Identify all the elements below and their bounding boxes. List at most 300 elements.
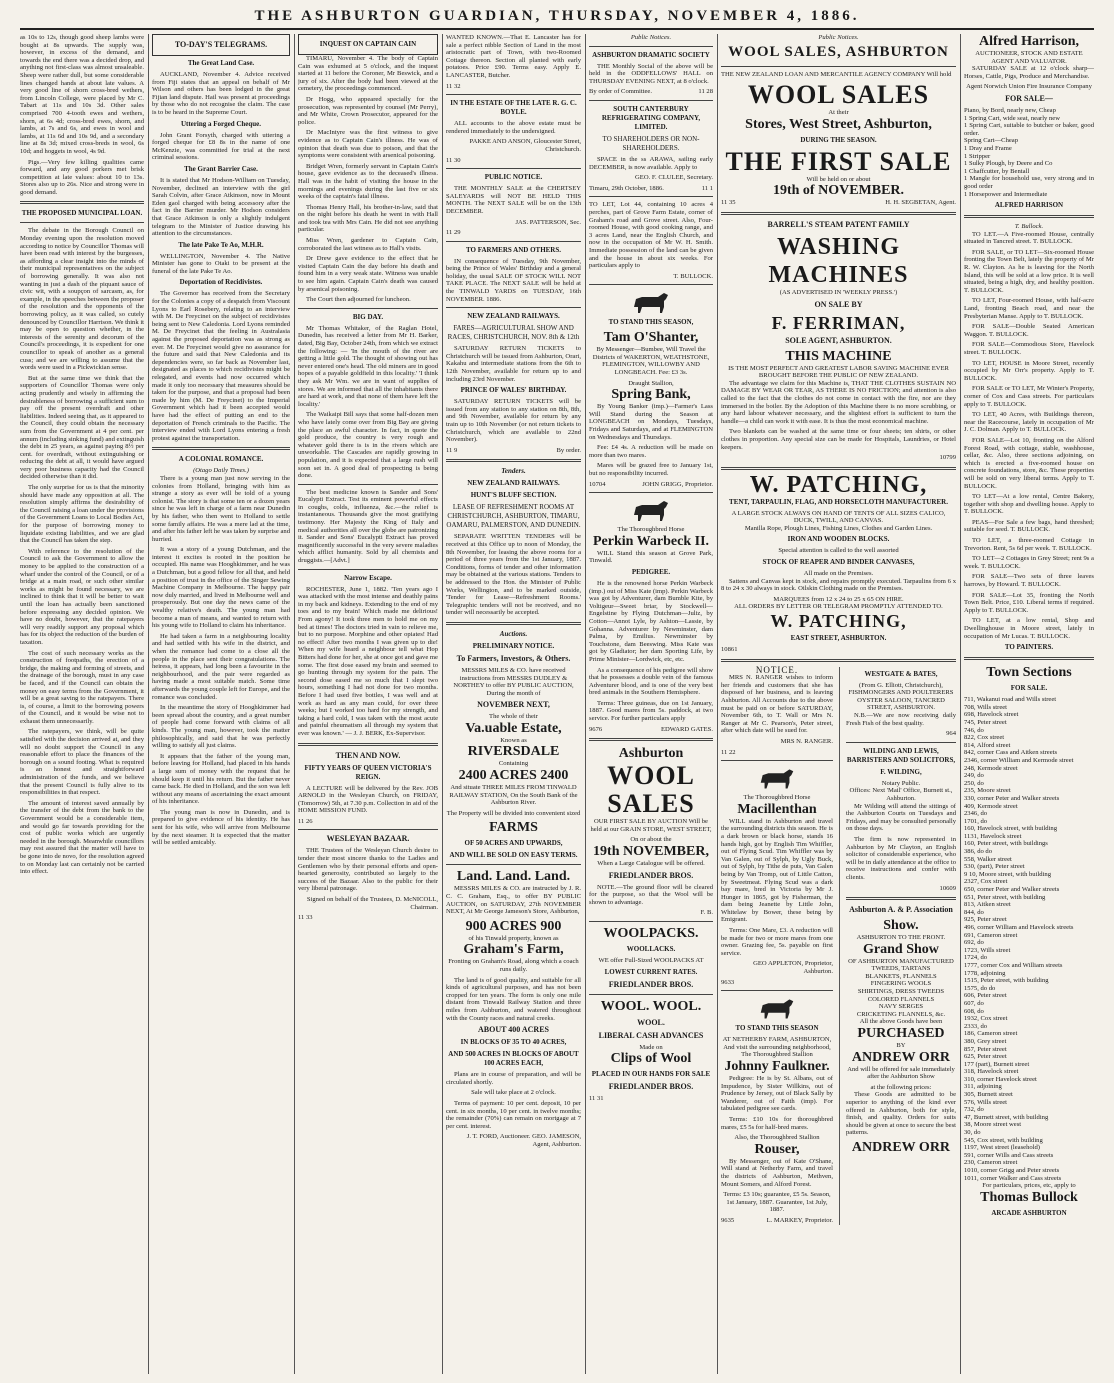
section-list-item: 698, Havelock street	[964, 711, 1019, 719]
at-prices: at the following prices:	[870, 1083, 932, 1091]
rouser-sign: L. MARKEY, Proprietor.	[766, 1216, 833, 1224]
tenders-nzr: NEW ZEALAND RAILWAYS.	[467, 479, 560, 488]
section-list-item: 2327, Cox street	[964, 878, 1008, 886]
article-paragraph: The debate in the Borough Council on Monday evening upon the resolution moved according to notice by Councillor Thomas will have been read with interest by the burgesses, as affording a clear insight into the minds of their municipal representatives on the subject of borrowing generally. It was also not wanting in just a dash of the piquant sauce of civic wit, with a soupçon of sarcasm, as, for example, in the speeches between the proposer of the resolution and the opponents of the borrowing policy, as it was called, so cutely denounced by Councillor Harrison. We think it may be open to question whether, in the interests of the serenity and decorum of the Council's proceedings, it is expedient for one councillor to speak of another as a general cuss; and we are willing to assume that the words were used in a Pickwickian sense.	[20, 227, 144, 372]
sale-item: 1 Chaffcutter, by Bentall	[964, 167, 1030, 175]
section-list-item: 2346, do	[964, 810, 988, 818]
column-rule	[717, 34, 718, 1374]
article-paragraph: The cost of such necessary works as the construction of footpaths, the erection of a bridge, the making and forming of streets, and the drainage of the borough, must in any case be faced, and if the Council can obtain the money on easy terms from the Government, it will be a great saving to the ratepayers. There is, of course, a limit to the borrowing powers of the Council, and it would be wise not to exhaust them unnecessarily.	[20, 649, 144, 725]
divider	[20, 222, 144, 223]
section-list-item: 608, do	[964, 1007, 984, 1015]
advertisement-text: The best medicine known is Sander and Sons' Eucalypti Extract. Test its eminent powerful effects in coughs, colds, influenza, &c.—the relief is instantaneous. Thousands give the most gratifying testimony. Her Majesty the King of Italy and medical authorities all over the globe are patronizing it. Sander and Sons' Eucalypti Extract has proved magnificently successful in the very severe maladies which afflict humanity. Sold by all chemists and druggists.—[Advt.]	[298, 488, 438, 565]
goods-item: SHIRTINGS, DRESS TWEEDS	[857, 988, 945, 996]
column-4	[446, 34, 581, 1374]
section-list-item: 1723, Wills street	[964, 946, 1011, 954]
telegram-title: The Great Land Case.	[187, 59, 255, 67]
divider	[298, 743, 438, 746]
bazaar-sign: Signed on behalf of the Trustees, D. McNICOLL, Chairman.	[306, 896, 438, 911]
nzr-heading: NEW ZEALAND RAILWAYS.	[467, 312, 560, 321]
bullock-ad: FOR SALE—Double Seated American Waggon. T. BULLOCK.	[964, 323, 1094, 338]
westgate-heading: WESTGATE & BATES,	[864, 669, 938, 678]
farmers-heading: TO FARMERS AND OTHERS.	[465, 245, 562, 254]
wool-single: WOOL.	[637, 1017, 665, 1027]
section-list-item: 311, adjoining	[964, 1083, 1002, 1091]
miles-text: MESSRS MILES & CO. have received instructions from MESSRS DUDLEY & NORTHEY to offer BY PUBLIC AUCTION, During the month of	[453, 666, 574, 697]
catalogue: When a Large Catalogue will be offered.	[597, 860, 705, 868]
held-on: Will be held on or about	[806, 175, 871, 183]
column-rule	[148, 34, 149, 1374]
romance-paragraph: In the meantime the story of Hooghkimmer had been spread about the country, and a great number of people had come forward with claims of all kinds. The young man, however, took the matter philosophically, and said that he was perfectly willing to satisfy all just claims.	[152, 704, 290, 750]
spring-footer	[589, 481, 713, 489]
mac-sign: GEO APPLETON, Proprietor, Ashburton.	[753, 960, 833, 976]
sale-item: 1 Horsepower and Intermediate	[964, 190, 1048, 198]
inquest-paragraph: Dr Hogg, who appeared specially for the prosecution, was represented by counsel (Mr Perry), and Mr White, Crown Prosecutor, appeared for the police.	[298, 95, 438, 126]
arcade-text: ARCADE ASHBURTON	[991, 1208, 1067, 1217]
column-rule	[442, 34, 443, 1374]
bullock-ad: TO LET—At a low rental, Centre Bakery, together with shop and dwelling house. Apply to T. BULLOCK.	[964, 493, 1094, 516]
divider	[152, 447, 290, 450]
section-list-item: 607, do	[964, 999, 984, 1007]
inquest-paragraph: TIMARU, November 4. The body of Captain Cain was exhumed at 5 o'clock, and the inquest started at 11 before the Coroner, Mr Beswick, and a jury of six. After the body had been viewed at the cemetery, the proceedings commenced.	[298, 55, 438, 93]
bullock-ad: PEAS—For Sale a few bags, hand threshed; suitable for seed. T. BULLOCK.	[964, 518, 1094, 534]
wilding-role: Notary Public.	[881, 779, 921, 787]
divider	[721, 990, 833, 991]
public-notice-sign: JAS. PATTERSON, Sec.	[515, 218, 581, 226]
divider	[446, 307, 581, 308]
romance-source: (Otago Daily Times.)	[193, 467, 249, 475]
section-list-item: 692, do	[964, 939, 984, 947]
then-now-text: A LECTURE will be delivered by the Rev. JOB ARNOLD in the Wesleyan Church, on FRIDAY, (Tomorrow) 5th, at 7.30 p.m. Collection in aid of the HOME MISSION FUND.	[298, 784, 438, 815]
bullock-heading: T. Bullock.	[1014, 223, 1044, 231]
section-label: Public Notices.	[818, 34, 859, 41]
divider	[589, 994, 713, 995]
spring-sign: JOHN GRIGG, Proprietor.	[642, 480, 713, 488]
telegram-title: The late Pake Te Ao, M.H.R.	[178, 240, 264, 249]
farmers-text: IN consequence of Tuesday, 9th November, being the Prince of Wales' Birthday and a general holiday, the usual SALE OF STOCK WILL NOT TAKE PLACE. The NEXT SALE will be held at the TINWALD YARDS on TUESDAY, 16th NOVEMBER. 1886.	[446, 257, 581, 303]
prince-heading: PRINCE OF WALES' BIRTHDAY.	[460, 386, 567, 395]
estate-heading: IN THE ESTATE OF THE LATE R. G. C. BOYLE.	[450, 99, 577, 117]
section-list-item: 30, do	[964, 1129, 981, 1137]
first-sale-footer	[721, 199, 956, 207]
telegram-text: WELLINGTON, November 4. The Native Minister has gone to Otaki to be present at the funeral of the late Pake Te Ao.	[152, 252, 290, 275]
column-7	[964, 34, 1094, 1374]
goods-item: FINGERING WOOLS	[870, 980, 932, 988]
dramatic-sign: By order of Committee.	[589, 88, 652, 96]
wilding-heading: WILDING AND LEWIS, BARRISTERS AND SOLICITORS,	[846, 746, 956, 764]
section-list-item: 745, Peter street	[964, 718, 1007, 726]
spring-text: By Young Banker (imp.)—Farmer's Lass Will Stand during the Season at LONGBEACH on Mondays, Tuesdays, Fridays and Saturdays, and at FLEMINGTON on Wednesdays and Thursdays.	[589, 403, 713, 441]
section-list-item: 409, Kermode street	[964, 802, 1018, 810]
section-list-item: 1131, Havelock street	[964, 832, 1022, 840]
romance-paragraph: There is a young man just now serving in the colonies from Holland, bringing with him as strange a story as ever will be told of a young colonist. The story is that some ten or a dozen years since he was left in charge of a farm near Dunedin by his father, who then went to Holland to settle some family affairs. He was a mere lad at the time, and after his father left he was taken by surprise and hurried.	[152, 474, 290, 543]
rouser-intro: Also, the Thoroughbred Stallion	[734, 1134, 820, 1142]
estate-text: ALL accounts to the above estate must be rendered immediately to the undersigned.	[446, 120, 581, 135]
tenders-heading: Tenders.	[501, 467, 526, 476]
marquees-text: MARQUEES from 12 x 24 to 25 x 65 ON HIRE.	[773, 595, 904, 603]
section-list-item: 250, do	[964, 779, 984, 787]
thomas-bullock: Thomas Bullock	[980, 1189, 1078, 1205]
section-list-item: 732, do	[964, 1106, 984, 1114]
grand-show: Grand Show	[863, 941, 939, 957]
patching-name: W. PATCHING,	[770, 611, 907, 632]
tenders-sub: LEASE OF REFRESHMENT ROOMS AT CHRISTCHURCH, ASHBURTON, TIMARU, OAMARU, PALMERSTON, AND DUNEDIN.	[446, 503, 581, 530]
section-list-item: 310, corner Havelock street	[964, 1075, 1037, 1083]
stores-text: Stores, West Street, Ashburton,	[745, 116, 932, 132]
column-rule	[960, 34, 961, 1374]
perkin-terms: Terms: Three guineas, due on 1st January, 1887. Good mares from 5s. paddock, at two service. For further particulars apply	[589, 699, 713, 723]
situate-text: And situate THREE MILES FROM TINWALD RAILWAY STATION, On the South Bank of the Ashburton River.	[449, 784, 578, 807]
particulars: For particulars, prices, etc, apply to	[982, 1182, 1076, 1190]
bullock-ad: TO LET.—A Five-roomed House, centrally situated in Tancred street. T. BULLOCK.	[964, 230, 1094, 246]
goods-item: COLORED FLANNELS	[867, 995, 935, 1003]
westgate-text: FISHMONGERS AND POULTERERS OYSTER SALOON, TANCRED STREET, ASHBURTON.	[848, 689, 954, 712]
wanted-notice: WANTED KNOWN.—That E. Lancaster has for sale a perfect nibble Section of Land in the most aristocratic part of Town, with two-Roomed Cottage thereon. Section all planted with early potatoes. Price £90. Terms easy. Apply E. LANCASTER, Butcher.	[446, 34, 581, 79]
section-list-item: 814, Alford street	[964, 741, 1011, 749]
farms-heading: FARMS	[489, 820, 538, 836]
lower-left	[721, 664, 833, 1225]
section-list-item: 691, Cameron street	[964, 931, 1018, 939]
divider	[721, 212, 956, 215]
divider	[964, 657, 1094, 660]
known-as: Known as	[500, 736, 527, 744]
section-list-item: 1777, corner Cox and William streets	[964, 961, 1063, 969]
article-paragraph: The ratepayers, we think, will be quite satisfied with the decision arrived at, and they will no doubt support the Council in any reasonable effort to place the finances of the borough on a sound footing. What is required is an honest and straightforward administration of the funds, and we believe that the present Council is fully alive to its responsibilities in that respect.	[20, 728, 144, 797]
section-list-item: 235, Moore street	[964, 787, 1011, 795]
reference-number: 10704	[589, 480, 606, 488]
harrison-sub: AUCTIONEER, STOCK AND ESTATE AGENT AND VALUATOR.	[975, 50, 1083, 65]
sale-time: Sale will take place at 2 o'clock.	[471, 1089, 556, 1097]
romance-paragraph: It was a story of a young Dutchman, and the interest it excites is rooted in the position he occupied. His name was Hooghkimmer, and he was a Dutchman, but a good fellow for all that, and held a position of trust in the office of the Singer Sewing Machine Company in Melbourne. The happy pair now duly married, and lived in Melbourne well and prosperously. But one day the news came of the wealthy relative's death. The young man had become a man of means, and wanted to return with his young wife to Holland to claim his inheritance.	[152, 546, 290, 630]
riversdale: RIVERSDALE	[467, 744, 560, 760]
patching-name: W. PATCHING,	[749, 471, 928, 498]
romance-paragraph: He had taken a farm in a neighbouring locality and had settled with his wife in the district, and when the romance had come to a close all the people in the place sent their congratulations. The heiress, it appears, had long been a favourite in the neighbourhood, and the pair were regarded as having made a most suitable match. Some time afterwards the young couple left for Europe, and the romance was concluded.	[152, 632, 290, 701]
perkin-note: As a consequence of his pedigree will show that he possesses a double vein of the famous Adventurer blood, and is one of the very best bred animals in the Southern Hemisphere.	[589, 666, 713, 697]
spring-fee: Fee: £4 4s. A reduction will be made on more than two mares.	[589, 444, 713, 459]
section-list-item: 1701, do	[964, 817, 988, 825]
tam-title: TO STAND THIS SEASON,	[608, 318, 694, 327]
section-list	[964, 696, 1094, 1182]
ash-heading: Ashburton	[618, 746, 684, 762]
woolpacks: WOOLPACKS.	[603, 926, 699, 941]
at-their: At their	[828, 109, 849, 117]
estate-sign: PAKKE AND ANSON, Gloucester Street, Christchurch.	[469, 138, 581, 153]
divider	[446, 241, 581, 242]
goods-item: CRICKETING FLANNELS, &c.	[856, 1010, 946, 1018]
divider	[298, 569, 438, 570]
section-label: Public Notices.	[630, 34, 672, 41]
machine-text2: Two blankets can be washed at the same time or four sheets; ten shirts, or other clothes in proportion. Any special size can be made for Hospitals, Laundries, or Hotel keepers.	[721, 428, 956, 451]
johnny-terms: Terms: £10 10s for thoroughbred mares, £5 5s for half-bred mares.	[721, 1115, 833, 1131]
these-goods: These Goods are admitted to be superior to anything of the kind ever offered in Ashburton, both for style, finish, and quality. Orders for suits should be given at once to secure the best patterns.	[845, 1091, 956, 1137]
ford-sign: J. T. FORD, Auctioneer. GEO. JAMESON, Agent, Ashburton.	[466, 1133, 581, 1148]
refrig-sub: TO SHAREHOLDERS OR NON-SHAREHOLDERS.	[602, 134, 700, 152]
section-list-item: 177 (part), Burnett street	[964, 1060, 1030, 1068]
sale-item: 1 Spring Cart, suitable to butcher or baker, good order.	[964, 122, 1094, 137]
section-list-item: 844, do	[964, 908, 984, 916]
show-heading: Show.	[883, 918, 919, 934]
sale-item: 1 Spring Cart, wide seat, nearly new	[964, 114, 1060, 122]
inner-rule	[839, 667, 840, 1225]
note-sign: F. B.	[700, 909, 713, 917]
sale-item: Piano, by Bord, nearly new, Cheap	[964, 106, 1056, 114]
divider	[298, 829, 438, 830]
telegram-text: It is stated that Mr Hodson-William on Tuesday, November, declined an interview with the girl Sarah Colvin, after Grace Atkinson, now in Mount Eden gaol charged with being accessory after the fact in the Barrier murder. Mr Hodson considers that Grace Atkinson is only a slightly indulgent telegram to the Minister of Justice drawing his attention to the circumstances.	[152, 176, 290, 238]
on-sale-by: ON SALE BY	[814, 299, 863, 309]
section-list-item: 1197, West street (leasehold)	[964, 1144, 1041, 1152]
goods-item: BLANKETS, FLANNELS	[865, 972, 937, 980]
section-list-item: 249, do	[964, 772, 984, 780]
perkin-sign: EDWARD GATES.	[660, 725, 713, 733]
divider	[721, 760, 833, 761]
reference-number: 10861	[721, 646, 738, 654]
divider	[589, 46, 713, 47]
sale-item: 1 Dray and Frame	[964, 144, 1012, 152]
of-50: OF 50 ACRES AND UPWARDS,	[464, 839, 563, 848]
rouser-text: By Messenger, out of Kate O'Shane, Will stand at Netherby Farm, and travel the districts of Ashburton, Methven, Mount Somers, and Alford Forest.	[721, 1157, 833, 1188]
divider	[721, 66, 956, 67]
refrig-heading: SOUTH CANTERBURY REFRIGERATING COMPANY, LIMITED.	[601, 104, 701, 131]
section-list-item: 386, do do	[964, 848, 993, 856]
section-list-item: 186, Cameron street	[964, 1030, 1018, 1038]
will-be-text: And will be offered for sale immediately after the Ashburton Show	[847, 1065, 955, 1081]
reference-number: 10609	[939, 884, 956, 892]
mac-terms: Terms: One Mare, £3. A reduction will be made for two or more mares from one owner. Grazing fee, 5s. payable on first service.	[721, 927, 833, 957]
westgate-sub: (From G. Elliott, Christchurch),	[859, 681, 943, 689]
friedlander: FRIEDLANDER BROS.	[608, 979, 694, 989]
bullock-ad: FOR SALE—Lot 10, fronting on the Alford Forest Road, with cottage, stable, washhouse, cellar, &c. Also, three sections adjoining, on which is erected a five-roomed house on concrete foundations, store, &c. These properties will be sold on very liberal terms. Apply to T. BULLOCK.	[964, 436, 1094, 490]
column-3	[298, 34, 438, 1374]
to-let-text: TO LET, Lot 44, containing 10 acres 4 perches, part of Grove Farm Estate, corner of Graham's road and Grove street. Also, Four-roomed House, with good cooking range, and 3 acres Land, near the English Church, and now in the occupation of Mr W. H. Smith. Immediate possession of the land can be given and the house in about six weeks. For particulars apply to	[589, 201, 713, 270]
tam-text: By Messenger—Bumbee, Will Travel the Districts of WAKERTON, WEATHSTONE, FLEMINGTON, WILLOWBY AND LONGBEACH. Fee: £3 3s.	[592, 346, 710, 377]
to-front: ASHBURTON TO THE FRONT.	[856, 934, 946, 942]
section-list-item: 160, Havelock street, with building	[964, 825, 1058, 833]
tenders-text: SEPARATE WRITTEN TENDERS will be received at this Office up to noon of Monday, the 8th November, for leasing the above rooms for a period of three years from the 1st January, 1887. Conditions, forms of tender and other information may be obtained at the various stations. Tenders to be addressed to the Hon. the Minister of Public Works, Wellington, and to be marked outside, 'Tender for Lease—Refreshment Rooms.' Telegraphic tenders will not be received, and no tender will necessarily be accepted.	[446, 533, 581, 617]
romance-paragraph: The young man is now in Dunedin, and is prepared to give evidence of his identity. He has sent for his wife, who will arrive from Melbourne by the next steamer. It is expected that the matter will be settled amicably.	[152, 808, 290, 847]
divider	[589, 284, 713, 285]
divider	[589, 921, 713, 922]
nzr-sub: FARES—AGRICULTURAL SHOW AND RACES, CHRISTCHURCH, NOV. 8th & 12th	[447, 324, 580, 342]
section-list-item: 530, (part), Peter street	[964, 863, 1025, 871]
romance-heading: A COLONIAL ROMANCE.	[178, 455, 264, 464]
reference-number: 9676	[589, 725, 603, 733]
perkin-name: Perkin Warbeck II.	[592, 533, 710, 549]
escape-heading: Narrow Escape.	[344, 573, 392, 582]
fronting-text: Fronting on Graham's Road, along which a coach runs daily.	[448, 958, 579, 973]
perkin-footer	[589, 726, 713, 734]
land-text: MESSRS MILES & CO. are instructed by J. R. C. C. Graham, Esq., to offer BY PUBLIC AUCTION, on SATURDAY, 27th NOVEMBER NEXT, At Mr George Jameson's Store, Ashburton,	[446, 885, 581, 916]
section-list-item: 813, Aitken street	[964, 901, 1011, 909]
town-sections: Town Sections	[986, 665, 1072, 681]
sale-item: Spring Cart—Cheap	[964, 137, 1019, 145]
then-now-sub: FIFTY YEARS OF QUEEN VICTORIA'S REIGN.	[304, 763, 432, 781]
manilla-text: Manilla Rope, Plough Lines, Fishing Lines, Clothes and Garden Lines.	[744, 524, 933, 532]
on-or-about: On or about the	[630, 836, 672, 844]
bullock-ad: FOR SALE or TO LET, Mr Winter's Property, corner of Cox and Cass streets. For particulars apply to T. BULLOCK.	[964, 385, 1094, 408]
acres-2400: 2400 ACRES 2400	[458, 768, 569, 784]
first-sale-date: 19th of NOVEMBER.	[772, 183, 905, 199]
divider	[446, 94, 581, 95]
inquest-box	[298, 34, 438, 55]
auctions-heading: Auctions.	[499, 629, 528, 638]
section-list-item: 1778, adjoining	[964, 969, 1006, 977]
section-list-item: 1010, corner Grigg and Peter streets	[964, 1167, 1060, 1174]
nz-loan-text: THE NEW ZEALAND LOAN AND MERCANTILE AGENCY COMPANY Will hold	[721, 70, 952, 78]
section-list-item: 925, Peter street	[964, 916, 1007, 924]
during-season: DURING THE SEASON.	[800, 135, 877, 144]
section-list-item: 558, Walker street	[964, 855, 1012, 863]
section-list-item: 591, corner Wills and Cass streets	[964, 1151, 1054, 1159]
for-sale-2: FOR SALE.	[1010, 684, 1048, 693]
telegrams-box	[152, 34, 290, 56]
bullock-ad: TO LET, Four-roomed House, with half-acre Land, fronting Beach road, and near the Presbyterian Manse. Apply to T. BULLOCK.	[964, 297, 1094, 320]
prince-sign: By order.	[556, 446, 581, 454]
first-sale: THE FIRST SALE	[725, 146, 952, 176]
johnny-name: Johnny Faulkner.	[724, 1059, 830, 1074]
public-notice-text: THE MONTHLY SALE at the CHERTSEY SALEYARDS will NOT BE HELD THIS MONTH. The NEXT SALE will be on the 13th DECEMBER.	[446, 185, 581, 215]
iron-wood: IRON AND WOODEN BLOCKS.	[787, 535, 890, 544]
rouser-name: Rouser,	[754, 1141, 800, 1157]
wool-sales-heading: WOOL SALES, ASHBURTON	[728, 43, 949, 60]
about-400: ABOUT 400 ACRES	[478, 1025, 549, 1035]
section-list-item: 606, Peter street	[964, 992, 1007, 1000]
purchased: PURCHASED	[857, 1026, 945, 1042]
inquest-paragraph: Miss Wren, gardener to Captain Cain, corroborated the last witness as to Hall's visits.	[298, 237, 438, 252]
large-stock: A LARGE STOCK ALWAYS ON HAND OF TENTS OF ALL SIZES CALICO, DUCK, TWILL, AND CANVAS.	[731, 509, 946, 525]
dramatic-heading: ASHBURTON DRAMATIC SOCIETY	[592, 50, 710, 59]
section-list-item: 576, Wills street	[964, 1098, 1008, 1106]
goods-item: NAVY SERGES	[878, 1003, 924, 1011]
inquest-paragraph: Bridget Wren, formerly servant in Captain Cain's house, gave evidence as to the deceased's illness. Hall was in the habit of visiting the house in the mornings and evenings during the last five or six weeks of the captain's fatal illness.	[298, 162, 438, 201]
bullock-ad: FOR SALE—Commodious Store, Havelock street. T. BULLOCK.	[964, 341, 1094, 356]
placed-text: PLACED IN OUR HANDS FOR SALE	[591, 1070, 711, 1079]
andrew-orr: ANDREW ORR	[851, 1049, 951, 1065]
nzr-text: SATURDAY RETURN TICKETS to Christchurch will be issued from Ashburton, Orari, Kakahu and intermediate stations from the 6th to 12th November, available for return up to and including 23rd November.	[446, 345, 581, 383]
andrew-orr: ANDREW ORR	[851, 1139, 951, 1155]
telegram-text: AUCKLAND, November 4. Advice received from Fiji states that an appeal on behalf of Mr Wilson and others has been lodged in the great Fijian land dispute. Hail was present at proceedings by those who do not recognise the claim. The case is to be heard in the Supreme Court.	[152, 71, 290, 116]
reference-number: 964	[946, 730, 956, 738]
section-list-item: 708, Wills street	[964, 703, 1008, 711]
prince-text: SATURDAY RETURN TICKETS will be issued from any station to any station on 8th, 8th, and 9th November, available for return by any train up to 10th November (or not return tickets to Christchurch, which are available to 22nd November).	[446, 398, 581, 444]
masthead	[20, 4, 1094, 30]
bullock-ad: FOR SALE—Two sets of three leaves harrows, by Howard. T. BULLOCK.	[964, 573, 1094, 589]
perkin-title: The Thoroughbred Horse	[617, 526, 685, 534]
escape-text: ROCHESTER, June 1, 1882. 'Ten years ago I was attacked with the most intense and deathly pains in my back and kidneys. Extending to the end of my toes and to my brain! Which made me delirious! From agony! It took three men to hold me on my bed at times! The doctors tried in vain to relieve me, but to no purpose. Morphine and other opiates! Had no effect! After two months I was given up to die! When my wife heard a neighbour tell what Hop Bitters had done for her, she at once got and gave me some. The first dose eased my brain and seemed to go hunting through my system for the pain. The second dose eased me so much that I slept two hours, something I had not done for two months. Before I had used five bottles, I was well and at work as hard as any man could, for over three weeks; but I worked too hard for my strength, and taking a hard cold, I was taken with the most acute and painful rheumatism all through my system that ever was known.' — J. J. BERK, Ex-Supervisor.	[298, 585, 438, 737]
spring-name: Spring Bank,	[611, 387, 691, 403]
refrig-sign: GEO. F. CLULEE, Secretary.	[635, 174, 713, 182]
column-5	[589, 34, 713, 1374]
lowest-rates: LOWEST CURRENT RATES.	[604, 967, 698, 976]
section-list-item: 380, Grey street	[964, 1037, 1007, 1045]
note-text: NOTE.—The ground floor will be cleared for the purpose, so that the Wool will be shown to advantage.	[589, 883, 713, 906]
mac-name: Macillenthan	[737, 801, 817, 817]
divider	[446, 168, 581, 169]
column-2	[152, 34, 290, 1374]
reference-number: 9635	[721, 1216, 735, 1224]
goods-item: TWEEDS, TARTANS	[871, 965, 931, 973]
terms-text: Terms of payment: 10 per cent. deposit, 10 per cent. in six months, 10 per cent. in twelve months; the remainder (70%) can remain on mortgage at 7 per cent. interest.	[446, 1099, 581, 1130]
dramatic-text: THE Monthly Social of the above will be held in the ODDFELLOWS' HALL on THURSDAY EVENING NEXT, at 8 o'clock.	[589, 62, 713, 85]
advertised: (AS ADVERTISED IN 'WEEKLY PRESS.')	[779, 288, 898, 296]
wilding-text2: The firm is now represented in Ashburton by Mr Clayton, an English solicitor of considerable experience, who will be in daily attendance at the office to receive instructions and confer with clients.	[845, 835, 956, 881]
liberal-advances: LIBERAL CASH ADVANCES	[598, 1030, 704, 1040]
by-text: BY	[896, 1042, 906, 1050]
section-list-item: 1932, Cox street	[964, 1015, 1008, 1023]
reference-number: 11 26	[298, 817, 313, 825]
painters-heading: TO PAINTERS.	[1004, 643, 1054, 652]
bullock-ad: FOR SALE, or TO LET—Six-roomed House fronting the Town Belt, lately the property of Mr R. W. Clayton. As he is leaving for the North Island, this will be sold at a low price. It is well situated, being a high, dry, and healthy position. T. BULLOCK.	[964, 248, 1094, 294]
section-list-item: 822, Cox street	[964, 734, 1005, 742]
divider	[446, 622, 581, 625]
reference-number: 11 9	[446, 446, 458, 454]
article-paragraph: With reference to the resolution of the Council to ask the Government to allow the money to be applied to the construction of a wharf under the control of the Council, or of a bridge at a main road, or such other similar works as might be found necessary, we are inclined to think that it will be better to wait until the loan has actually been sanctioned before expressing any decided opinion. We have no doubt, however, that the ratepayers will very readily support any proposal which has for its object the reduction of the burden of taxation.	[20, 547, 144, 646]
johnny-sub: AT NETHERBY FARM, ASHBURTON, And visit the surrounding neighborhood, The Thoroughbred Stallion	[722, 1036, 832, 1059]
reference-number: 9633	[721, 978, 735, 986]
johnny-text: Pedigree: He is by St. Albans, out of Impudence, by Sister Willkins, out of Prudence by Jersey, out of Black Sally by Wanderer, out of Faith (imp). For tabulated pedigree see cards.	[721, 1075, 833, 1113]
perkin-desc: He is the renowned horse Perkin Warbeck (imp.) out of Miss Kate (imp). Perkin Warbeck was got by Adventurer, dam Bumble Kite, by Voltigeur—Sweet briar, by Stockwell—Engelstine by Flying Dutchman—Juliz, by Cotton—Annot Lyle, by Ashton—Lassie, by Gohanna. Adventurer by Newminster, dam Palma, by Emilius. Newminster by Touchstone, dam Beeswing. Miss Kate was got by Gladiator; her dam Sporting Life, by Prime Minister—Lordwick, etc, etc.	[589, 579, 713, 663]
prince-footer	[446, 447, 581, 455]
divider	[589, 196, 713, 197]
horse-icon	[755, 765, 799, 791]
inquest-paragraph: The Court then adjourned for luncheon.	[306, 296, 411, 304]
sale-item: 1 Sulky Plough, by Deere and Co	[964, 160, 1053, 168]
clips-of-wool: Clips of Wool	[610, 1051, 692, 1067]
telegram-title: Uttering a Forged Cheque.	[180, 119, 262, 128]
divider	[446, 864, 581, 865]
harrison-sign: ALFRED HARRISON	[994, 201, 1064, 210]
wilding-office: Offices: Next 'Mail' Office, Burnett st., Ashburton.	[849, 787, 953, 802]
greatest-text: IS THE MOST PERFECT AND GREATEST LABOR SAVING MACHINE EVER BROUGHT BEFORE THE PUBLIC OF NEW ZEALAND.	[728, 364, 949, 380]
tenders-section: HUNT'S BLUFF SECTION.	[470, 491, 557, 500]
pigs-report: Pigs.—Very few killing qualities came forward, and any good porkers met brisk competition at late values: about 10 to 13s. Stores also up to 26s. Nice and strong were in good demand.	[20, 158, 144, 196]
containing: Containing	[498, 760, 529, 768]
horse-icon	[755, 995, 799, 1021]
special-text: Special attention is called to the well assorted	[778, 547, 899, 555]
section-list-item: 842, corner Cass and Aitken streets	[964, 749, 1058, 757]
refrig-text: SPACE in the ss ARAWA, sailing early DECEMBER, is now available. Apply to	[589, 155, 713, 171]
acres-900: 900 ACRES 900	[465, 918, 562, 934]
blocks-text: IN BLOCKS OF 35 TO 40 ACRES,	[460, 1038, 567, 1047]
divider	[446, 459, 581, 462]
bullock-ad: TO LET, at a low rental, Shop and Dwellinghouse in Moore street, lately in occupation of Mr Lucas. T. BULLOCK.	[964, 617, 1094, 640]
bullock-ad: TO LET, a three-roomed Cottage in Trevorton. Rent, 5s 6d per week. T. BULLOCK.	[964, 537, 1094, 552]
tinwald-text: of his Tinwald property, known as	[468, 934, 559, 942]
divider	[964, 215, 1094, 218]
refrig-footer	[589, 185, 713, 193]
column-6	[721, 34, 956, 1374]
section-list-item: 857, Peter street	[964, 1045, 1007, 1053]
article-heading: THE PROPOSED MUNICIPAL LOAN.	[21, 209, 143, 218]
section-list-item: 305, Burnett street	[964, 1091, 1013, 1099]
reference-number: 11 28	[698, 88, 713, 96]
reference-number: 11 32	[446, 82, 461, 90]
sale-item: 1 Stripper	[964, 152, 991, 160]
section-list-item: 230, Cameron street	[964, 1159, 1018, 1167]
lower-grid	[721, 664, 956, 1225]
ranger-sign: MRS N. RANGER.	[780, 737, 833, 745]
bigday-paragraph: Mr Thomas Whitaker, of the Raglan Hotel, Dunedin, has received a letter from Mr H. Barker, dated, Big Bay, October 24th, from which we extract the following: — 'In the mouth of the river are getting a little gold. The thought of showing out has never entered one's head. The old miners are in good hopes of a payable goldfield in this locality.' 'I think they ask Mr Wm. we are in want of supplies of stores. We are informed that all the inhabitants there are hard at work, and that none of them have left the locality.'	[298, 324, 438, 408]
section-list-item: 496, corner William and Havelock streets	[964, 924, 1074, 931]
section-list-item: 47, Burnett street, with building	[964, 1113, 1049, 1121]
refrig-date: Timaru, 29th October, 1886.	[589, 184, 664, 192]
woollacks: WOOLLACKS.	[626, 945, 676, 953]
divider	[589, 738, 713, 741]
farmers2-heading: To Farmers, Investors, & Others.	[456, 653, 571, 663]
prelim-heading: PRELIMINARY NOTICE.	[472, 641, 555, 650]
telegram-text: John Grant Forsyth, charged with uttering a forged cheque for £8 8s in the name of one McKenzie, was committed for trial at the next criminal sessions.	[152, 131, 290, 162]
column-1	[20, 34, 144, 1374]
graham-farm: Graham's Farm,	[463, 942, 564, 958]
reference-number: 10799	[939, 454, 956, 462]
